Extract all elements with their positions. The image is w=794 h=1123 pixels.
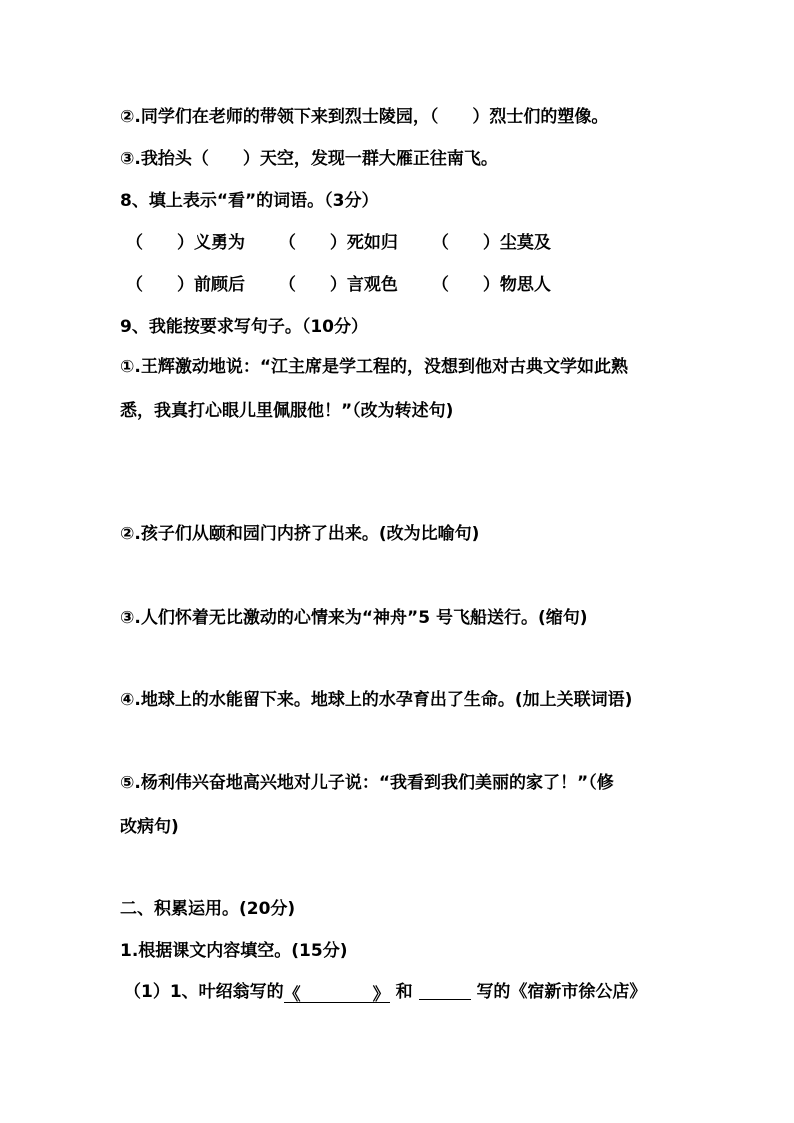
idiom-item: （ ）尘莫及 (431, 233, 551, 253)
q9-item-3: ③.人们怀着无比激动的心情来为“神舟”5 号飞船送行。(缩句) (120, 608, 588, 628)
q9-title: 9、我能按要求写句子。（10分） (120, 317, 368, 337)
section-2-title: 二、积累运用。(20分) (120, 899, 296, 919)
q9-item-5-line-2: 改病句) (120, 817, 179, 837)
idiom-row-2 (126, 274, 579, 296)
q8-title: 8、填上表示“看”的词语。（3分） (120, 191, 379, 211)
fill-and: 和 (395, 982, 413, 1002)
fill-suffix: 写的《宿新市徐公店》 (476, 982, 647, 1002)
idiom-item: （ ）死如归 (278, 233, 398, 253)
idiom-item: （ ）义勇为 (126, 233, 245, 253)
q9-item-4: ④.地球上的水能留下来。地球上的水孕育出了生命。(加上关联词语) (120, 690, 633, 710)
q9-item-2: ②.孩子们从颐和园门内挤了出来。(改为比喻句) (120, 524, 480, 544)
q9-item-1-line-1: ①.王辉激动地说：“江主席是学工程的，没想到他对古典文学如此熟 (120, 357, 629, 377)
q7-item-3: ③.我抬头（ ）天空，发现一群大雁正往南飞。 (120, 149, 498, 169)
idiom-item: （ ）言观色 (278, 275, 398, 295)
idiom-item: （ ）前顾后 (126, 275, 245, 295)
section-2-question-1-1 (124, 981, 646, 1003)
section-2-question-1: 1.根据课文内容填空。(15分) (120, 941, 348, 961)
idiom-item: （ ）物思人 (431, 275, 551, 295)
q9-item-1-line-2: 悉，我真打心眼儿里佩服他！”（改为转述句) (120, 401, 454, 421)
q9-item-5-line-1: ⑤.杨利伟兴奋地高兴地对儿子说：“我看到我们美丽的家了！”（修 (120, 773, 614, 793)
fill-blank-author[interactable] (419, 981, 471, 1000)
idiom-row-1 (126, 232, 579, 254)
fill-prefix: （1）1、叶绍翁写的 (124, 982, 284, 1002)
fill-blank-title[interactable]: 《 》 (283, 985, 390, 1005)
q7-item-2: ②.同学们在老师的带领下来到烈士陵园，（ ）烈士们的塑像。 (120, 107, 609, 127)
